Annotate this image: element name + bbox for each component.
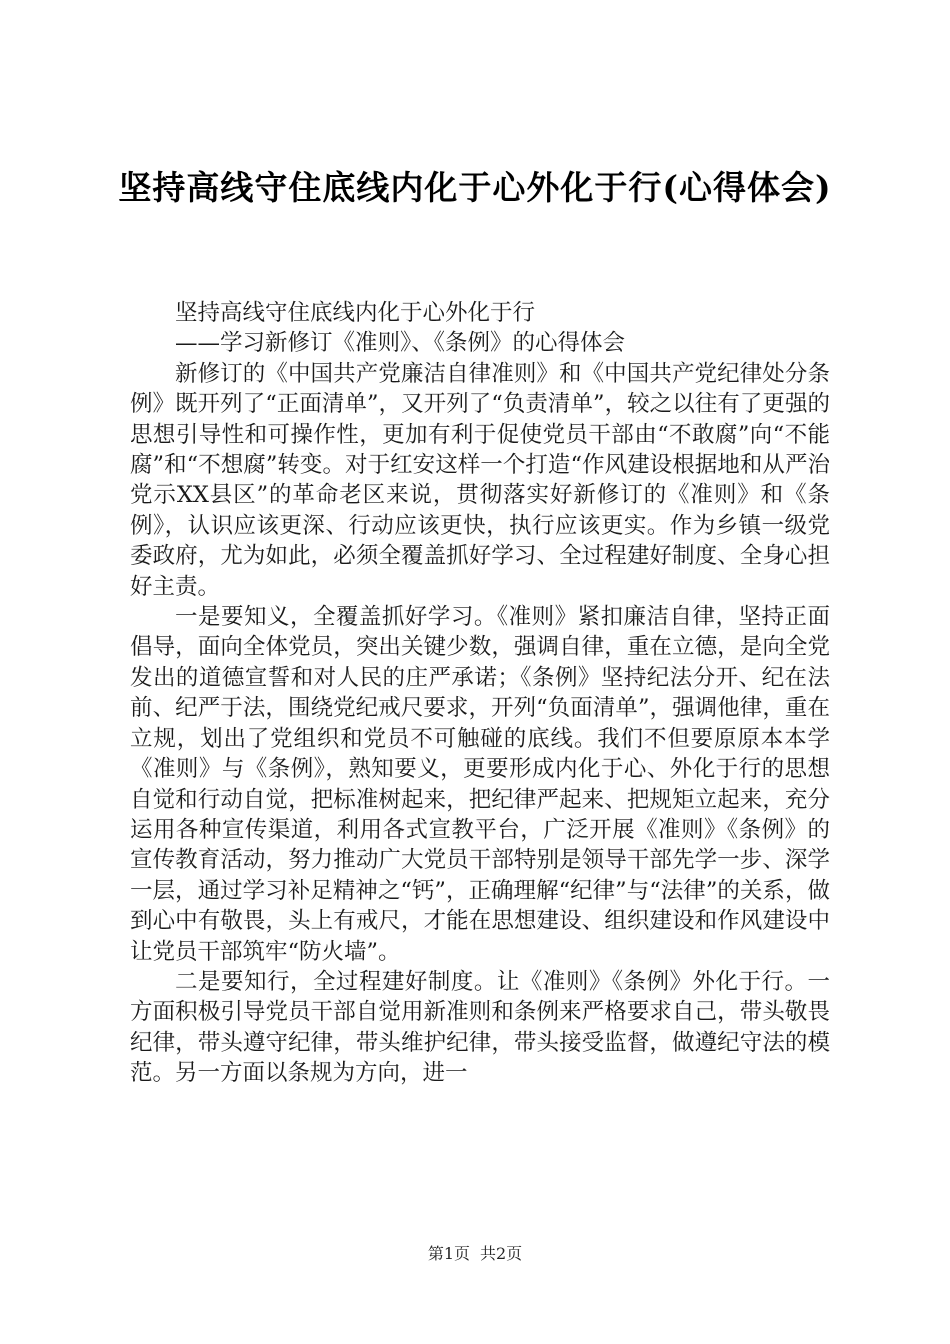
document-title: 坚持高线守住底线内化于心外化于行(心得体会) xyxy=(118,168,832,207)
paragraph-2: 一是要知义，全覆盖抓好学习。《准则》紧扣廉洁自律，坚持正面倡导，面向全体党员，突出关键少数，强调自律，重在立德，是向全党发出的道德宣誓和对人民的庄严承诺；《条例》坚持纪法分开、纪在法前、纪严于法，围绕党纪戒尺要求，开列“负面清单”，强调他律，重在立规，划出了党组织和党员不可触碰的底线。我们不但要原原本本学《准则》与《条例》，熟知要义，更要形成内化于心、外化于行的思想自觉和行动自觉，把标准树起来，把纪律严起来、把规矩立起来，充分运用各种宣传渠道，利用各式宣教平台，广泛开展《准则》《条例》的宣传教育活动，努力推动广大党员干部特别是领导干部先学一步、深学一层，通过学习补足精神之“钙”，正确理解“纪律”与“法律”的关系，做到心中有敬畏，头上有戒尺，才能在思想建设、组织建设和作风建设中让党员干部筑牢“防火墙”。 xyxy=(130,604,830,965)
page-footer xyxy=(0,1243,950,1265)
page-number-total: 共2页 xyxy=(480,1244,523,1263)
heading-line-2: ——学习新修订《准则》、《条例》的心得体会 xyxy=(175,330,626,357)
heading-line-1: 坚持高线守住底线内化于心外化于行 xyxy=(175,300,536,326)
paragraph-1: 新修订的《中国共产党廉洁自律准则》和《中国共产党纪律处分条例》既开列了“正面清单”，又开列了“负责清单”，较之以往有了更强的思想引导性和可操作性，更加有利于促使党员干部由“不敢腐”向“不能腐”和“不想腐”转变。对于红安这样一个打造“作风建设根据地和从严治党示XX县区”的革命老区来说，贯彻落实好新修订的《准则》和《条例》，认识应该更深、行动应该更快，执行应该更实。作为乡镇一级党委政府，尤为如此，必须全覆盖抓好学习、全过程建好制度、全身心担好主责。 xyxy=(130,360,830,600)
paragraph-3: 二是要知行，全过程建好制度。让《准则》《条例》外化于行。一方面积极引导党员干部自觉用新准则和条例来严格要求自己，带头敬畏纪律，带头遵守纪律，带头维护纪律，带头接受监督，做遵纪守法的模范。另一方面以条规为方向，进一 xyxy=(130,968,830,1087)
page-number-current: 第1页 xyxy=(427,1244,470,1263)
document-body xyxy=(130,298,830,1089)
